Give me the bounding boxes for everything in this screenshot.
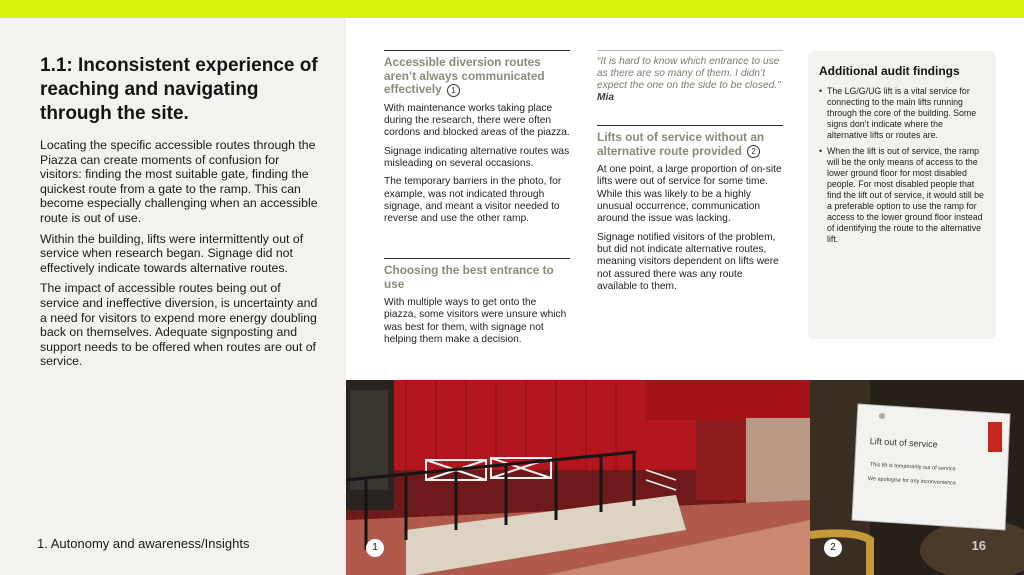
- column-best-entrance: [384, 258, 570, 352]
- audit-list: [819, 86, 985, 245]
- photo-badge-1: 1: [366, 539, 384, 557]
- body-paragraph: With maintenance works taking place during the research, there were often cordons and blocked areas of the piazza.: [384, 102, 570, 139]
- visitor-quote: “It is hard to know which entrance to use as there are so many of them. I didn’t expect the one on the side to be closed.” Mia: [597, 56, 781, 103]
- section-footer: 1. Autonomy and awareness/Insights: [37, 536, 250, 551]
- intro-paragraph: Within the building, lifts were intermittently out of service when research began. Signage did not effectively indicate towards alternative routes.: [40, 231, 304, 275]
- section-heading: Choosing the best entrance to use: [384, 263, 554, 291]
- body-paragraph: Signage notified visitors of the problem, but did not indicate alternative routes, meaning visitors dependent on lifts were not assured there was any route available to them.: [597, 231, 779, 292]
- audit-title: Additional audit findings: [819, 64, 960, 78]
- photo-badge-2: 2: [824, 539, 842, 557]
- section-heading: Lifts out of service without an alternative route provided 2: [597, 130, 765, 158]
- intro-text: [40, 138, 322, 375]
- photo-reference-badge: 2: [747, 145, 760, 158]
- photo-lift-sign: [810, 380, 1024, 575]
- sign-text: This lift is temporarily out of service: [869, 462, 956, 473]
- audit-item: • When the lift is out of service, the ramp will be the only means of access to the lower ground floor for most disabled people. For most disabled people that find the lift out of service, it would still be a preferable option to use the ramp for access to the lower ground floor instead of identifying the route to the alternative lift.: [819, 146, 985, 245]
- audit-item: • The LG/G/UG lift is a vital service for connecting to the main lifts running through the core of the building. Some signs don’t indicate where the alternative lifts or routes are.: [819, 86, 985, 141]
- column-quote: [597, 50, 783, 104]
- photo-reference-badge: 1: [447, 84, 460, 97]
- intro-paragraph: Locating the specific accessible routes through the Piazza can create moments of confusion for visitors: finding the most suitable gate, finding the quickest route from a gate to the ramp. This can become especially challenging when an accessible route is out of use.: [40, 138, 318, 225]
- column-lifts-out-of-service: [597, 125, 783, 299]
- top-accent-bar: [0, 0, 1024, 18]
- section-heading: Accessible diversion routes aren’t always communicated effectively 1: [384, 55, 545, 97]
- page-title: 1.1: Inconsistent experience of reaching and navigating through the site.: [40, 55, 318, 124]
- barrier-photo-illustration: [346, 380, 810, 575]
- photo-temporary-barriers: [346, 380, 810, 575]
- body-paragraph: The temporary barriers in the photo, for example, was not indicated through signage, and meant a visitor needed to reverse and use the other ramp.: [384, 176, 562, 225]
- body-paragraph: At one point, a large proportion of on-site lifts were out of service for some time. While this was likely to be a highly unusual occurrence, communication around the issue was lacking.: [597, 164, 782, 225]
- intro-paragraph: The impact of accessible routes being out of service and ineffective diversion, is uncertainty and a need for visitors to expend more energy doubling back on themselves. Adequate signposting and support needs to be offered when routes are out of service.: [40, 281, 318, 369]
- sign-text: We apologise for any inconvenience: [867, 476, 957, 487]
- audit-findings-box: [808, 51, 996, 339]
- sign-title: Lift out of service: [869, 436, 938, 450]
- body-paragraph: Signage indicating alternative routes was misleading on several occasions.: [384, 145, 570, 169]
- page-number: 16: [971, 538, 986, 553]
- body-paragraph: With multiple ways to get onto the piazza, some visitors were unsure which was best for them, with signage not helping them make a decision.: [384, 297, 567, 346]
- quote-author: Mia: [597, 92, 614, 103]
- column-diversion-routes: [384, 50, 570, 231]
- lift-sign-illustration: [810, 380, 1024, 575]
